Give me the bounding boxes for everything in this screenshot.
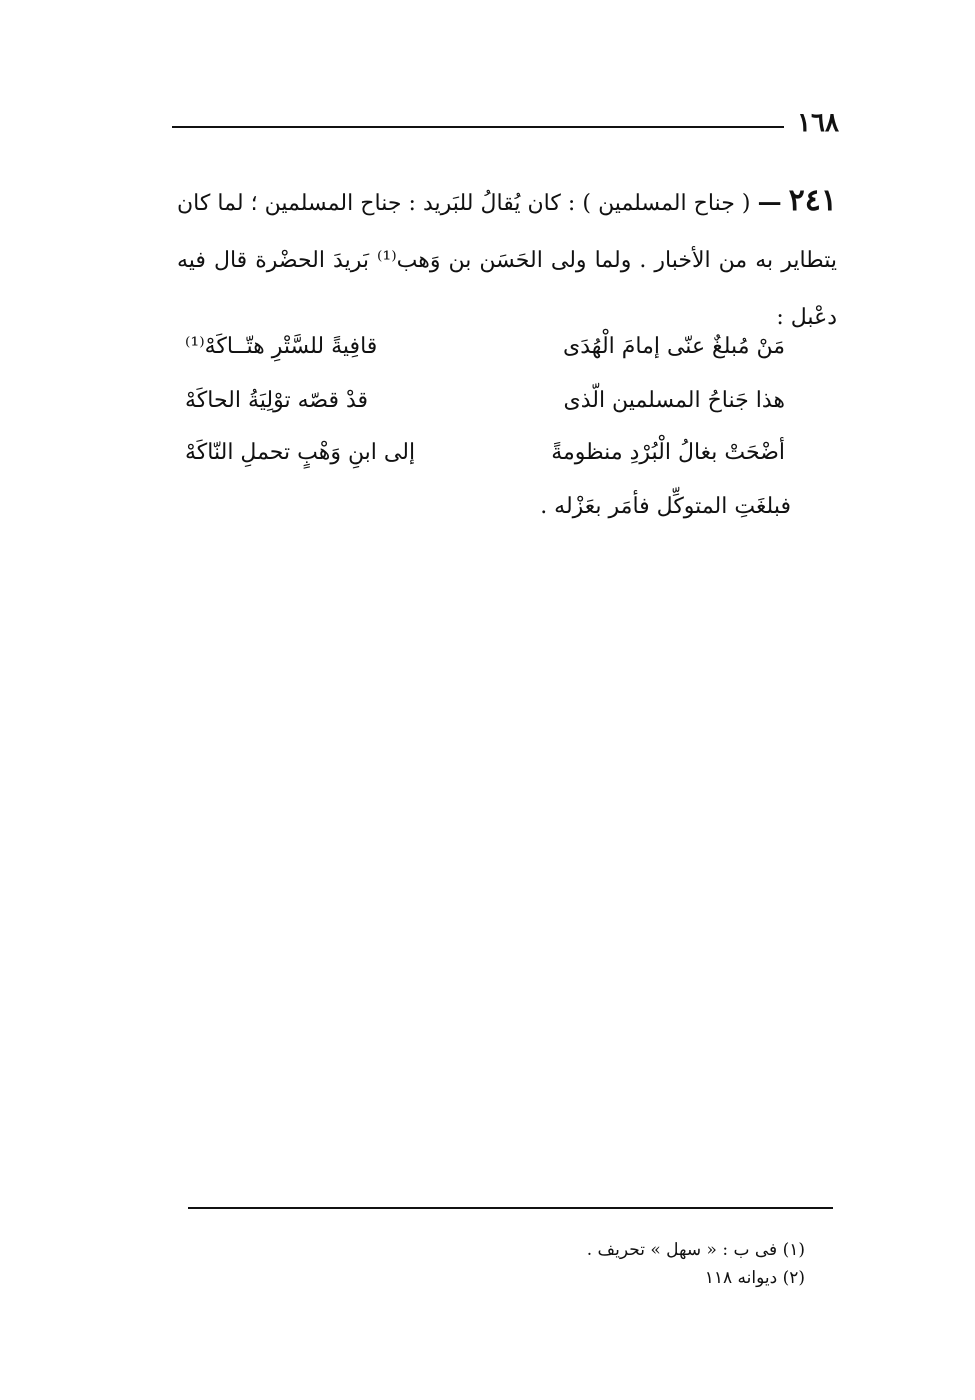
- page-number: ١٦٨: [797, 108, 839, 138]
- verse-second-hemistich: قدْ قصّه توْلِيَةُ الحاكَهْ: [185, 388, 369, 413]
- entry-text: ( جناح المسلمين ) : كان يُقالُ للبَريد : جناح المسلمين ؛ لما كان يتطاير به من الأخبار . ولما ولى الحَسَن بن وَهب⁽¹⁾ بَريدَ الحضْرة قال فيه دعْبل :: [177, 191, 837, 330]
- footnotes: [587, 1236, 805, 1292]
- verse-line: [185, 440, 785, 496]
- verse-first-hemistich: مَنْ مُبلغٌ عنّى إمامَ الْهُدَى: [563, 334, 785, 359]
- footnote: (١) فى ب : « سهل » تحريف .: [586, 1240, 805, 1260]
- verse-first-hemistich: أضْحَتْ بغالُ الْبُرْدِ منظومةً: [551, 440, 785, 465]
- verse-line: [185, 334, 785, 390]
- entry-dash: —: [757, 187, 782, 216]
- verse-second-hemistich: إلى ابنِ وَهْبٍ تحملِ النّاكَهْ: [185, 440, 416, 465]
- header-rule: [172, 126, 784, 128]
- entry-number: ٢٤١: [788, 183, 837, 218]
- verse-line: [185, 388, 785, 444]
- closing-sentence: فبلغَتِ المتوكِّل فأمَر بعَزْله .: [540, 494, 791, 519]
- footnote: (٢) ديوانه ١١٨: [704, 1268, 805, 1288]
- verse-first-hemistich: هذا جَناحُ المسلمين الّذى: [563, 388, 785, 413]
- verse-second-hemistich: قافِيةً للسَّتْرِ هتّــاكَهْ⁽¹⁾: [185, 334, 378, 359]
- footnote-rule: [188, 1207, 833, 1209]
- entry-paragraph: [177, 172, 837, 346]
